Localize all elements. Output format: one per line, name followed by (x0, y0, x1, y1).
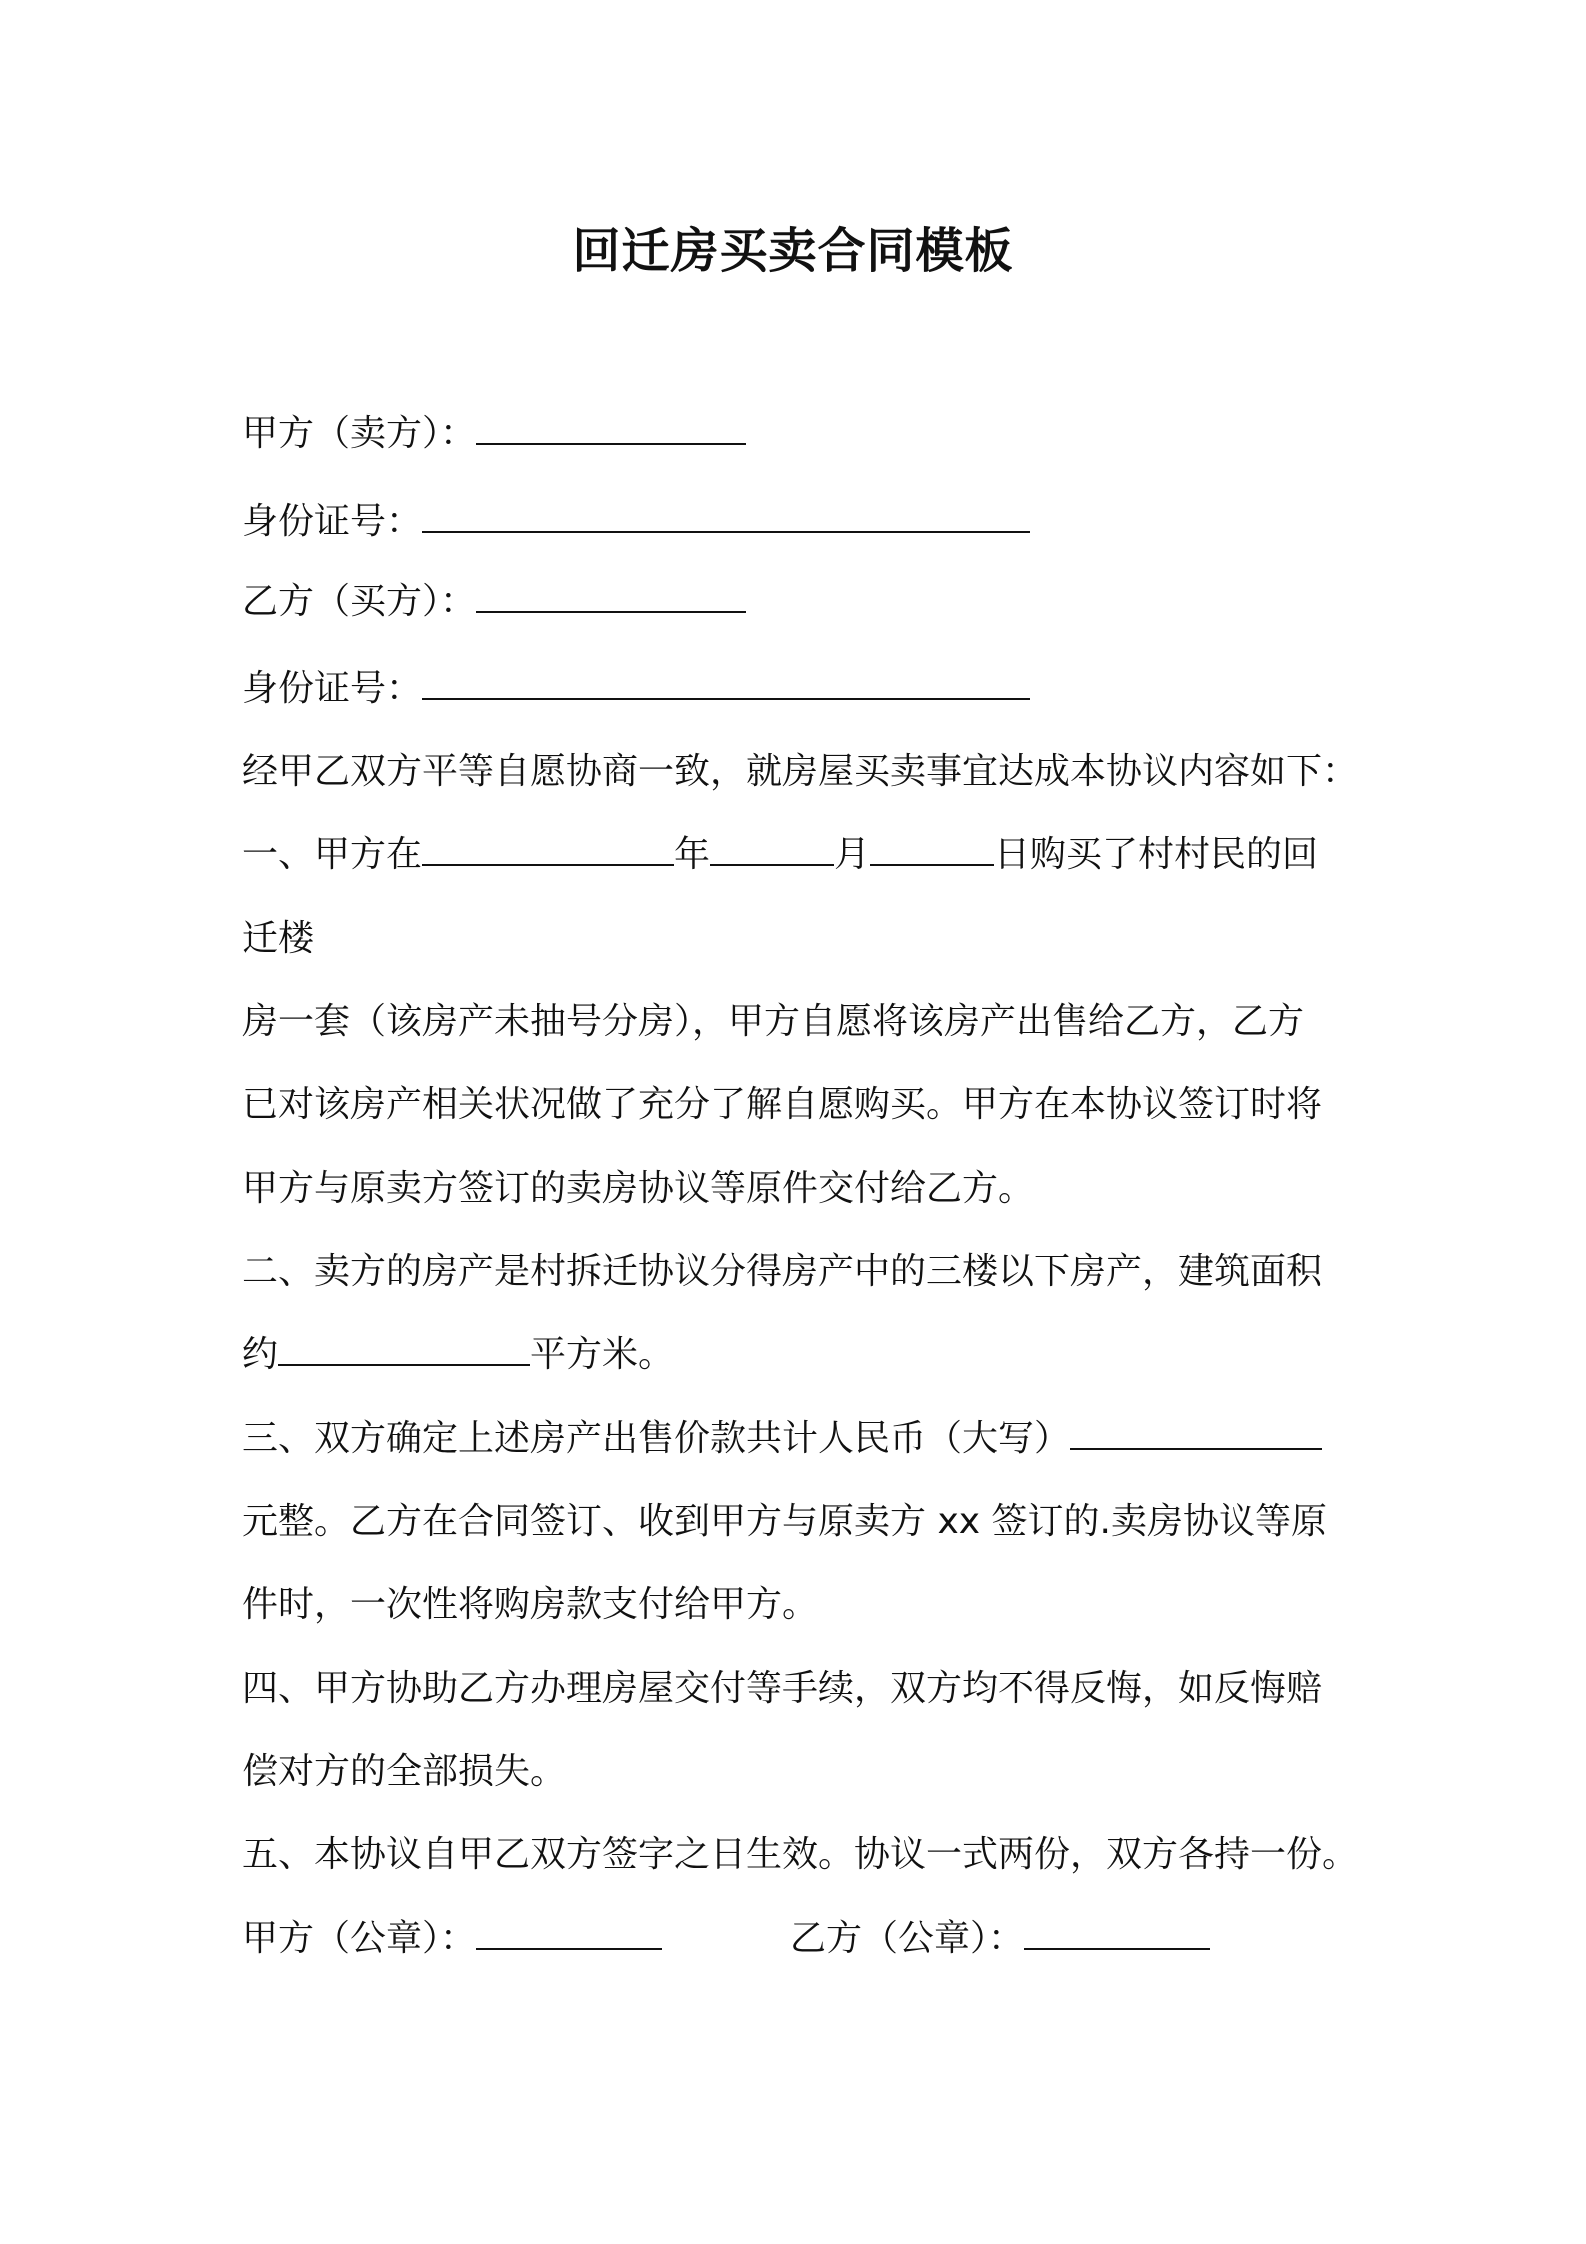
price-blank (1070, 1418, 1322, 1450)
party-a-id-blank (422, 501, 1030, 533)
party-b-id-line (242, 667, 1030, 711)
month-blank (710, 834, 834, 866)
day-blank (870, 834, 994, 866)
clause1-line5: 甲方与原卖方签订的卖房协议等原件交付给乙方。 (242, 1168, 1035, 1209)
clause3-line3: 件时，一次性将购房款支付给甲方。 (242, 1584, 819, 1625)
clause4-line2: 偿对方的全部损失。 (242, 1751, 567, 1792)
party-b-blank (476, 581, 746, 613)
year-blank (422, 834, 674, 866)
party-a-id-label: 身份证号： (242, 501, 423, 542)
intro-paragraph: 经甲乙双方平等自愿协商一致，就房屋买卖事宜达成本协议内容如下： (242, 751, 1359, 792)
seal-b-blank (1024, 1918, 1210, 1950)
clause4-line1: 四、甲方协助乙方办理房屋交付等手续，双方均不得反悔，如反悔赔 (242, 1668, 1323, 1709)
seal-a-line (242, 1917, 662, 1961)
clause3-line1 (242, 1417, 1322, 1461)
clause2-line2 (242, 1333, 674, 1377)
seal-a-label: 甲方（公章）： (242, 1918, 477, 1959)
clause1-prefix: 一、甲方在 (242, 834, 423, 875)
clause2-prefix: 约 (242, 1334, 279, 1375)
clause2-line1: 二、卖方的房产是村拆迁协议分得房产中的三楼以下房产，建筑面积 (242, 1251, 1323, 1292)
clause1-day-rest: 日购买了村村民的回 (994, 834, 1319, 875)
clause3-line2: 元整。乙方在合同签订、收到甲方与原卖方 xx 签订的.卖房协议等原 (242, 1501, 1327, 1542)
clause1-line2: 迁楼 (242, 918, 315, 959)
party-b-id-blank (422, 668, 1030, 700)
clause1-year: 年 (674, 834, 711, 875)
party-a-label: 甲方（卖方）： (242, 413, 477, 454)
clause3-text: 三、双方确定上述房产出售价款共计人民币（大写） (242, 1418, 1071, 1459)
seal-a-blank (476, 1918, 662, 1950)
clause1-line4: 已对该房产相关状况做了充分了解自愿购买。甲方在本协议签订时将 (242, 1084, 1323, 1125)
party-a-line (242, 412, 746, 456)
clause1-line1 (242, 833, 1318, 877)
party-b-label: 乙方（买方）： (242, 581, 477, 622)
seal-b-line (790, 1917, 1210, 1961)
seal-b-label: 乙方（公章）： (790, 1918, 1025, 1959)
clause5-line: 五、本协议自甲乙双方签字之日生效。协议一式两份，双方各持一份。 (242, 1834, 1359, 1875)
page-title: 回迁房买卖合同模板 (572, 223, 1014, 279)
party-b-line (242, 580, 746, 624)
clause1-month: 月 (834, 834, 871, 875)
area-blank (278, 1334, 530, 1366)
clause1-line3: 房一套（该房产未抽号分房），甲方自愿将该房产出售给乙方，乙方 (242, 1001, 1305, 1042)
party-a-id-line (242, 500, 1030, 544)
party-a-blank (476, 413, 746, 445)
clause2-suffix: 平方米。 (530, 1334, 675, 1375)
party-b-id-label: 身份证号： (242, 668, 423, 709)
